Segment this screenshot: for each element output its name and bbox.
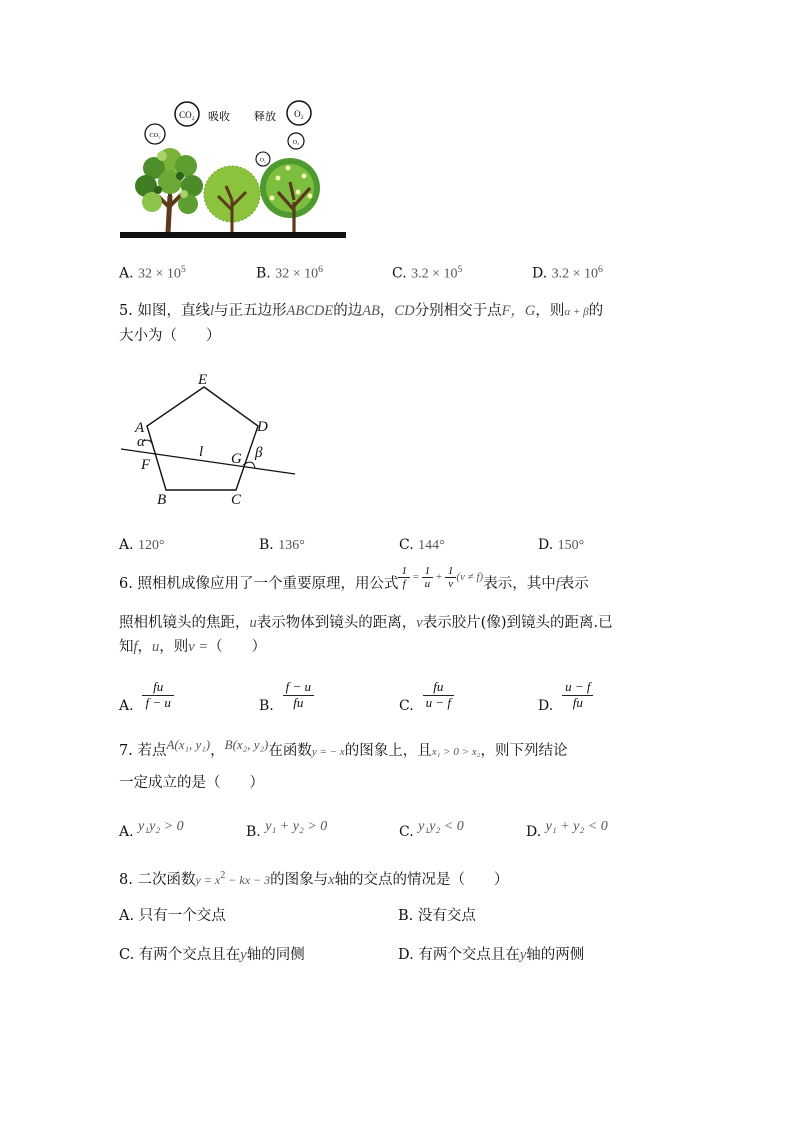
q4-option-d[interactable]: D. $3.2 \times 10^6$ [532, 264, 603, 282]
q6-option-a[interactable]: A. $\frac{fu}{f - u}$ [119, 676, 174, 714]
label-a: A [135, 420, 145, 436]
q8-option-b[interactable]: B. 没有交点 [398, 908, 476, 924]
label-l: l [199, 444, 204, 460]
label-alpha: α [137, 434, 145, 450]
q7-option-a[interactable]: A. y₁y₂ > 0 [119, 819, 184, 840]
q5-option-d[interactable]: D. 150° [538, 537, 585, 553]
label-c: C [231, 492, 242, 508]
trees-figure [118, 96, 350, 244]
tree-2 [204, 166, 260, 232]
o2-small-label: O₂ [260, 157, 266, 164]
q7-option-b[interactable]: B. y₁ + y₂ > 0 [246, 819, 328, 840]
q5-stem-line2: 大小为（ ） [119, 328, 221, 344]
q6-stem-line3: 知f，u，则v =（ ） [119, 639, 267, 655]
q5-option-a[interactable]: A. 120° [119, 537, 165, 553]
lens-formula: $\frac{1}{f}$ = $\frac{1}{u}$ + $\frac{1}{v}$ (v ≠ f) [398, 565, 483, 590]
q6-option-c[interactable]: C. $\frac{fu}{u - f}$ [399, 676, 454, 714]
label-e: E [198, 372, 208, 388]
o2-mid-label: O₂ [292, 140, 300, 146]
q7-stem-line2: 一定成立的是（ ） [119, 775, 264, 791]
q8-option-c[interactable]: C. 有两个交点且在y轴的同侧 [119, 947, 305, 963]
release-label: 释放 [254, 110, 276, 123]
q8-option-d[interactable]: D. 有两个交点且在y轴的两侧 [398, 947, 585, 963]
co2-big-label: CO₂ [179, 110, 195, 120]
q8-stem: 8. 二次函数$y = x^2$ − kx − 3的图象与x轴的交点的情况是（ ） [119, 870, 509, 888]
q4-option-c[interactable]: C. $3.2 \times 10^5$ [392, 264, 463, 282]
co2-small-label: CO₂ [149, 132, 161, 139]
ground-line [120, 232, 346, 238]
q4-option-b[interactable]: B. $32 \times 10^6$ [256, 264, 324, 282]
q7-stem-line1: 7. 若点A(x₁, y₁)，B(x₂, y₂)在函数y = − x的图象上，且x₁ > 0 > x₂，则下列结论 [119, 737, 568, 759]
q6-option-d[interactable]: D. $\frac{u - f}{fu}$ [538, 676, 593, 714]
q7-option-c[interactable]: C. y₁y₂ < 0 [399, 819, 464, 840]
q8-option-a[interactable]: A. 只有一个交点 [119, 908, 226, 924]
pentagon [147, 387, 258, 490]
q6-option-b[interactable]: B. $\frac{f - u}{fu}$ [259, 676, 314, 714]
q5-option-c[interactable]: C. 144° [399, 537, 445, 553]
tree-1 [135, 148, 203, 232]
q4-option-a[interactable]: A. $32 \times 10^5$ [119, 264, 186, 282]
q6-stem-line2: 照相机镜头的焦距，u表示物体到镜头的距离，v表示胶片(像)到镜头的距离.已 [119, 615, 613, 631]
label-beta: β [255, 445, 263, 461]
q7-option-d[interactable]: D. y₁ + y₂ < 0 [526, 819, 608, 840]
label-f: F [141, 457, 151, 473]
q5-option-b[interactable]: B. 136° [259, 537, 305, 553]
label-b: B [157, 492, 167, 508]
tree-3 [260, 158, 320, 232]
q6-stem-line1: 6. 照相机成像应用了一个重要原理，用公式 $\frac{1}{f}$ = $\frac{1}{u}$ + $\frac{1}{v}$ (v ≠ f) 表示，其中 f 表示 [119, 564, 589, 592]
q5-stem-line1: 5. 如图，直线l与正五边形ABCDE的边AB，CD分别相交于点F，G，则α + β的 [119, 303, 604, 319]
o2-big-label: O₂ [294, 109, 304, 119]
label-d: D [257, 419, 268, 435]
label-g: G [231, 451, 242, 467]
absorb-label: 吸收 [208, 110, 230, 123]
pentagon-figure [115, 368, 305, 510]
